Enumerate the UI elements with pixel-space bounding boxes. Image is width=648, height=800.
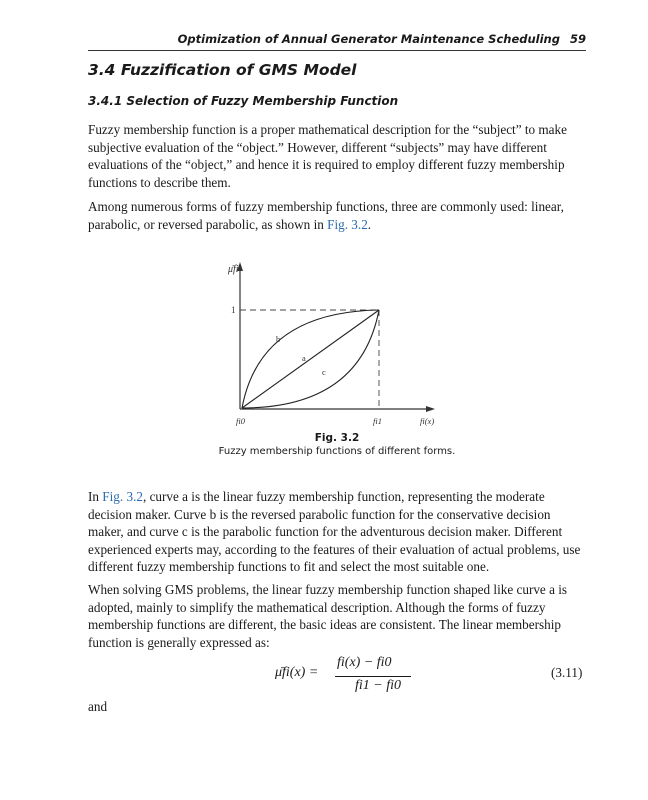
equation-numerator: fi(x) − fi0	[337, 655, 392, 670]
paragraph-3-start: In	[88, 489, 103, 504]
x-axis-arrow	[426, 406, 435, 412]
y-tick-1: 1	[231, 305, 236, 315]
subsection-title: 3.4.1 Selection of Fuzzy Membership Function	[88, 94, 399, 108]
curve-label-c: c	[322, 367, 326, 377]
x-axis-label: fi(x)	[420, 416, 435, 426]
figure-link[interactable]: Fig. 3.2	[327, 216, 368, 232]
figure-label: Fig. 3.2	[314, 432, 360, 444]
section-title: 3.4 Fuzzification of GMS Model	[88, 61, 357, 79]
equation-denominator: fi1 − fi0	[355, 678, 402, 693]
x-tick-0: fi0	[236, 416, 245, 426]
curve-label-a: a	[302, 353, 306, 363]
y-axis-label: μ̄fi	[228, 264, 239, 275]
paragraph-2-end: .	[367, 216, 372, 232]
paragraph-2-text: Among numerous forms of fuzzy membership functions, three are commonly used: linear, parabolic, or reversed parabolic, as shown in	[88, 199, 564, 232]
equation-number: (3.11)	[551, 665, 583, 680]
paragraph-4: When solving GMS problems, the linear fuzzy membership function shaped like curve a is adopted, mainly to simplify the mathematical description. Although the forms of fuzzy membership functions are different, the basic ideas are consistent. The linear membership function is generally expressed as:	[88, 582, 568, 650]
paragraph-3	[88, 488, 586, 576]
paragraph-1: Fuzzy membership function is a proper mathematical description for the “subject” to make subjective evaluation of the “object.” However, different “subjects” may have different evaluations of the “object,” and hence it is required to employ different fuzzy membership functions to describe them.	[88, 122, 567, 190]
and-text: and	[88, 699, 108, 714]
x-tick-1: fi1	[373, 416, 382, 426]
paragraph-3-text: , curve a is the linear fuzzy membership function, representing the moderate decision maker. Curve b is the reversed parabolic function for the conservative decision maker, and curve c is the parabolic function for the adventurous decision maker. Different experienced experts may, according to the features of their evaluation of actual problems, use different fuzzy membership functions to fit and select the most suitable one.	[88, 489, 581, 575]
figure-link-2[interactable]: Fig. 3.2	[102, 489, 143, 504]
curve-a	[242, 310, 379, 408]
fraction-bar	[335, 676, 411, 677]
figure-caption: Fuzzy membership functions of different forms.	[218, 446, 456, 457]
running-head-title: Optimization of Annual Generator Maintenance Scheduling	[177, 32, 560, 46]
curve-label-b: b	[276, 334, 281, 344]
equation-lhs: μ̄fi(x) =	[275, 665, 319, 680]
page-number: 59	[569, 32, 586, 46]
